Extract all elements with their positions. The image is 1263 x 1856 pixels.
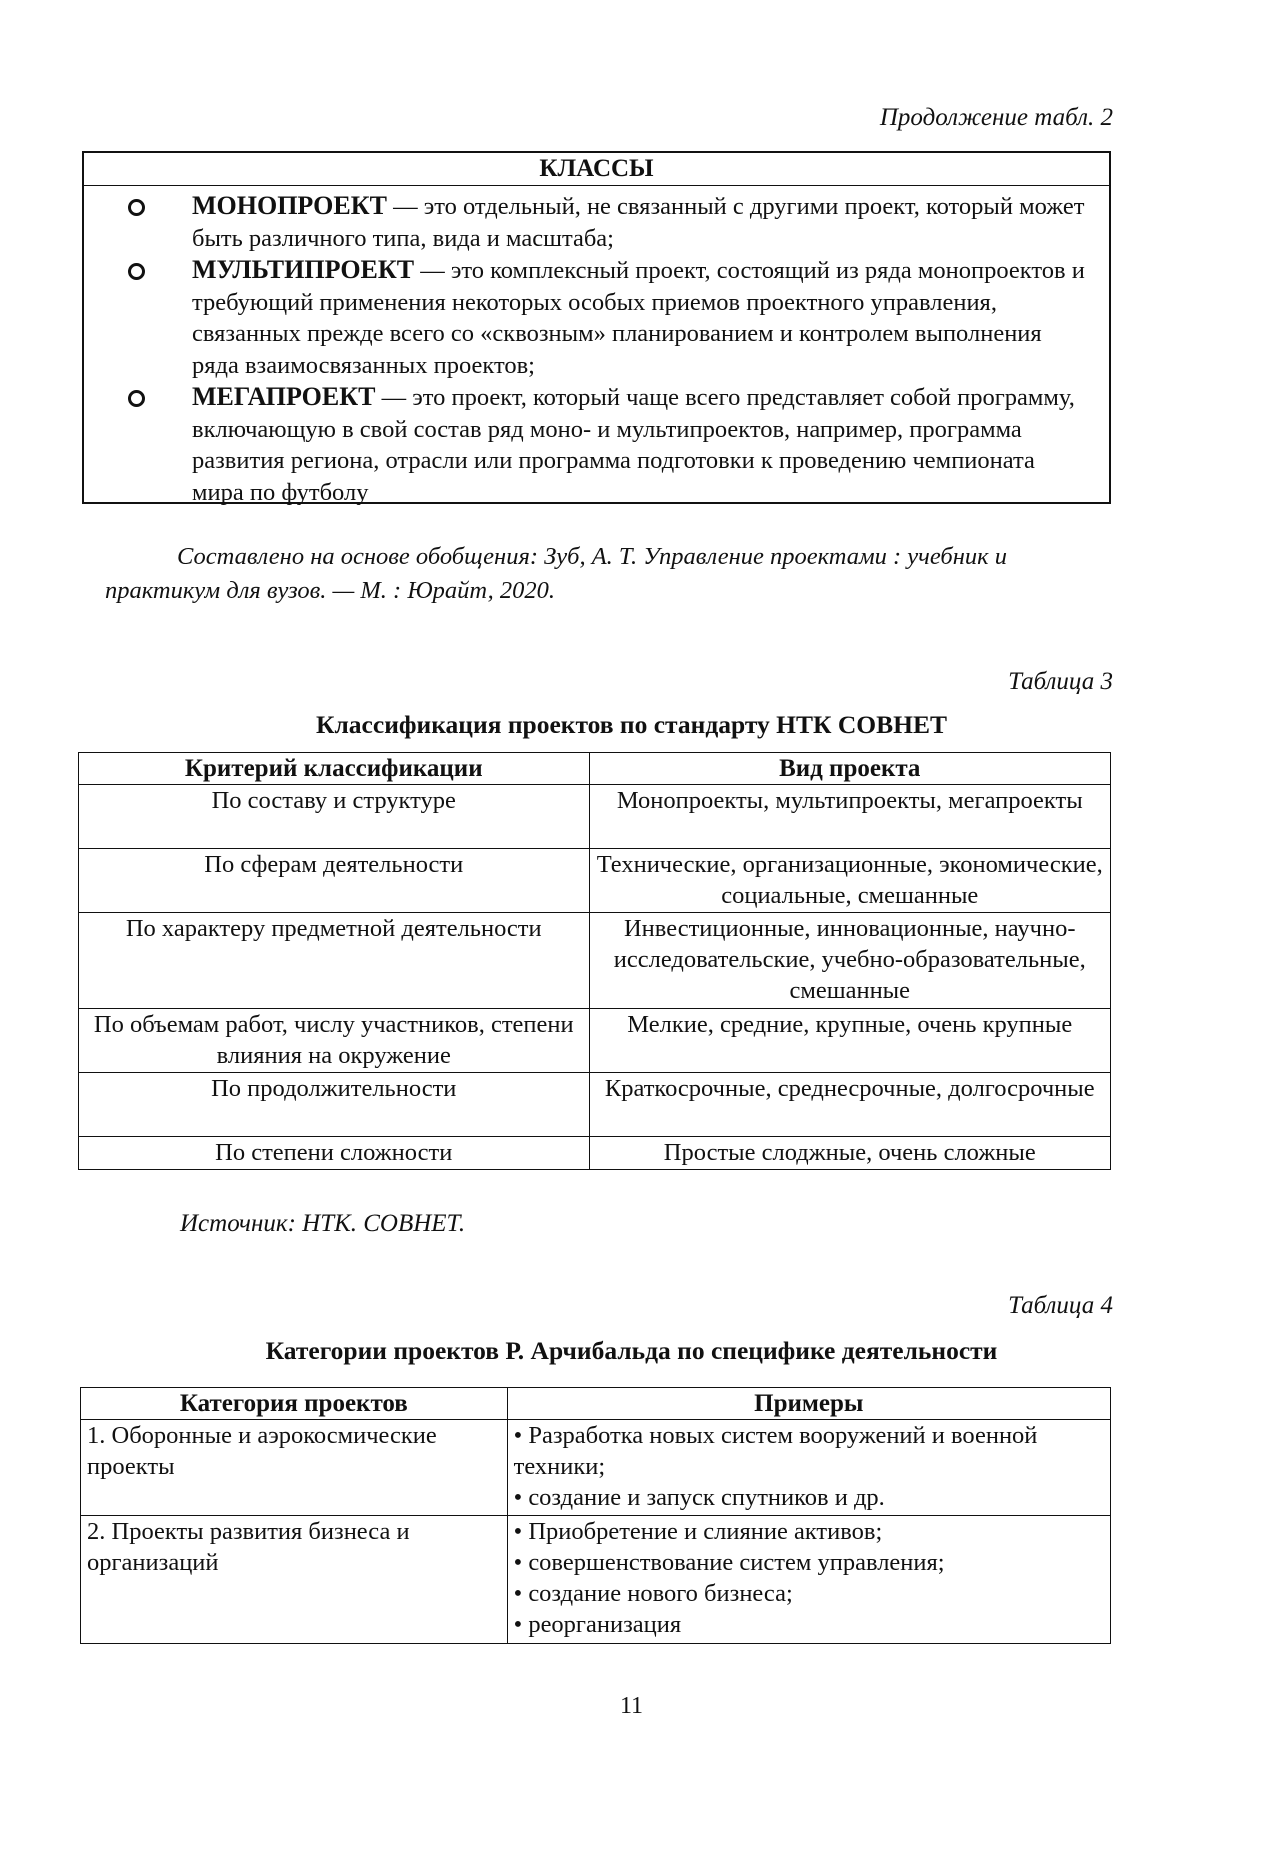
class-item-multiproject: [112, 254, 1089, 381]
class-keyword: МУЛЬТИПРОЕКТ: [192, 255, 415, 284]
category-cell: 2. Проекты развития бизнеса и организаций: [81, 1516, 508, 1644]
type-cell: Краткосрочные, среднесрочные, долгосрочные: [589, 1073, 1111, 1137]
criterion-cell: По составу и структуре: [79, 785, 590, 849]
criterion-cell: По объемам работ, числу участников, степени влияния на окружение: [79, 1009, 590, 1073]
table4-header-category: Категория проектов: [81, 1388, 508, 1420]
table4-header-row: [81, 1388, 1111, 1420]
continuation-label: Продолжение табл. 2: [879, 104, 1113, 131]
examples-cell: [507, 1516, 1110, 1644]
list-item: • реорганизация: [514, 1609, 1104, 1640]
examples-list: [514, 1420, 1104, 1513]
table3-header-row: [79, 753, 1111, 785]
class-description: — это проект, который чаще всего представляет собой программу, включающую в свой состав ряд моно- и мультипроектов, например, программа развития региона, отрасли или программа подготовки к проведению чемпионата мира по футболу: [192, 384, 1075, 506]
table3-header-type: Вид проекта: [589, 753, 1111, 785]
list-item: • совершенствование систем управления;: [514, 1547, 1104, 1578]
category-cell: 1. Оборонные и аэрокосмические проекты: [81, 1420, 508, 1516]
list-item: • создание и запуск спутников и др.: [514, 1482, 1104, 1513]
type-cell: Простые слоджные, очень сложные: [589, 1137, 1111, 1170]
table3-source: Источник: НТК. СОВНЕТ.: [180, 1210, 466, 1237]
table-row: [79, 1137, 1111, 1170]
circle-bullet-icon: [128, 390, 145, 407]
criterion-cell: По степени сложности: [79, 1137, 590, 1170]
table-row: [81, 1420, 1111, 1516]
class-keyword: МОНОПРОЕКТ: [192, 191, 387, 220]
table4: [80, 1387, 1111, 1644]
type-cell: Инвестиционные, инновационные, научно-исследовательские, учебно-образовательные, смешанные: [589, 913, 1111, 1009]
criterion-cell: По характеру предметной деятельности: [79, 913, 590, 1009]
table-row: [79, 1073, 1111, 1137]
table-row: [79, 913, 1111, 1009]
class-item-megaproject: [112, 381, 1089, 508]
class-description: — это отдельный, не связанный с другими проект, который может быть различного типа, вида и масштаба;: [192, 193, 1085, 252]
table-row: [79, 785, 1111, 849]
type-cell: Мелкие, средние, крупные, очень крупные: [589, 1009, 1111, 1073]
table2-continuation: [82, 151, 1111, 504]
table2-body: [84, 186, 1109, 508]
table-row: [81, 1516, 1111, 1644]
table2-header: КЛАССЫ: [84, 153, 1109, 186]
circle-bullet-icon: [128, 263, 145, 280]
examples-cell: [507, 1420, 1110, 1516]
table4-title: Категории проектов Р. Арчибальда по специфике деятельности: [265, 1336, 998, 1365]
table-row: [79, 849, 1111, 913]
list-item: • создание нового бизнеса;: [514, 1578, 1104, 1609]
circle-bullet-icon: [128, 199, 145, 216]
list-item: • Приобретение и слияние активов;: [514, 1516, 1104, 1547]
examples-list: [514, 1516, 1104, 1640]
type-cell: Монопроекты, мультипроекты, мегапроекты: [589, 785, 1111, 849]
type-cell: Технические, организационные, экономические, социальные, смешанные: [589, 849, 1111, 913]
table3: [78, 752, 1111, 1170]
class-item-monoproject: [112, 190, 1089, 254]
table4-number: Таблица 4: [1008, 1292, 1113, 1319]
list-item: • Разработка новых систем вооружений и военной техники;: [514, 1420, 1104, 1482]
page-number: 11: [619, 1693, 644, 1719]
table3-title: Классификация проектов по стандарту НТК СОВНЕТ: [316, 710, 947, 739]
table3-header-criterion: Критерий классификации: [79, 753, 590, 785]
class-description: — это комплексный проект, состоящий из ряда монопроектов и требующий применения некоторых особых приемов проектного управления, связанных прежде всего со «сквозным» планированием и контролем выполнения ряда взаимосвязанных проектов;: [192, 257, 1085, 379]
table2-source: Составлено на основе обобщения: Зуб, А. Т. Управление проектами : учебник и практикум для вузов. — М. : Юрайт, 2020.: [105, 543, 1007, 604]
class-keyword: МЕГАПРОЕКТ: [192, 382, 376, 411]
table4-header-examples: Примеры: [507, 1388, 1110, 1420]
table-row: [79, 1009, 1111, 1073]
criterion-cell: По продолжительности: [79, 1073, 590, 1137]
table3-number: Таблица 3: [1008, 668, 1113, 695]
criterion-cell: По сферам деятельности: [79, 849, 590, 913]
